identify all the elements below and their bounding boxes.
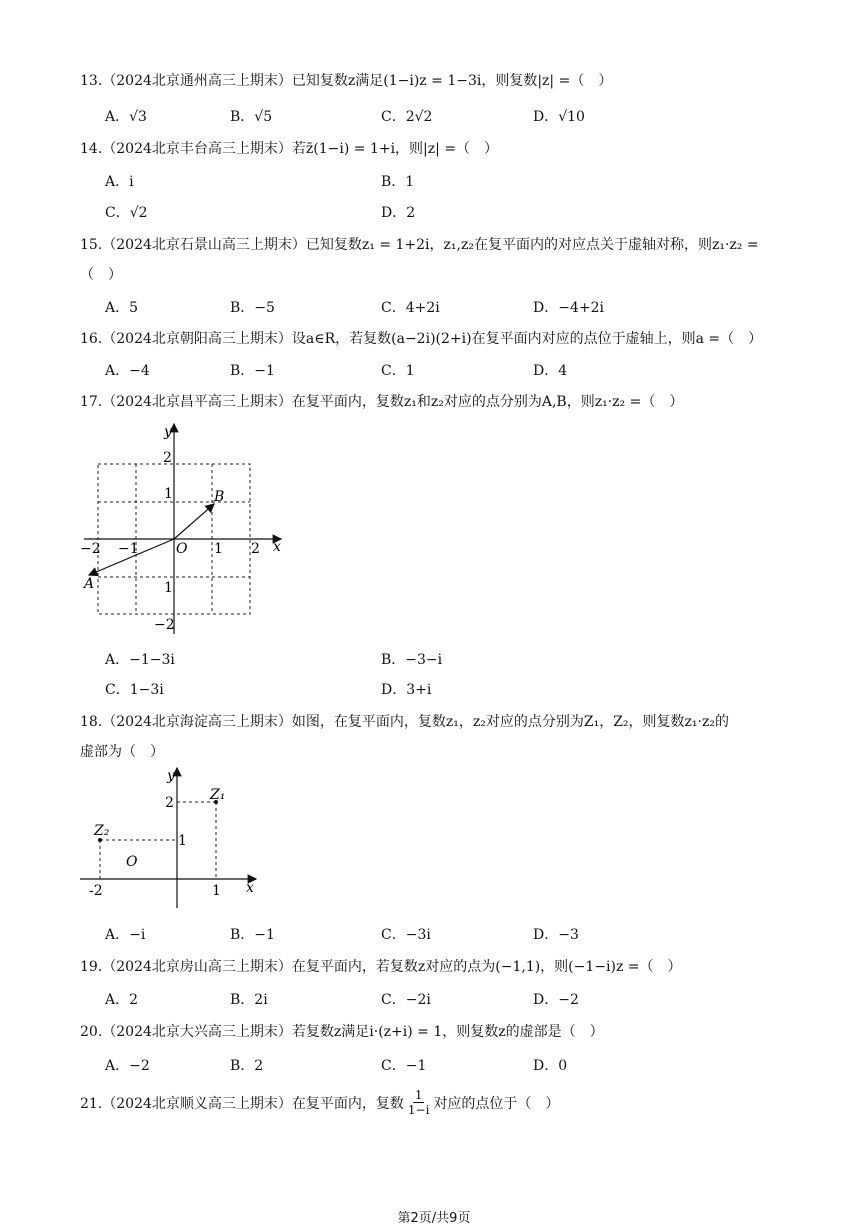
question-13-stem: 13.（2024北京通州高三上期末）已知复数z满足(1−i)z = 1−3i，则复数|z| =（ ） <box>80 73 613 89</box>
option-a: A．−1−3i <box>105 652 175 668</box>
option-c: C．2√2 <box>381 109 433 125</box>
option-d: D．2 <box>381 205 416 221</box>
option-d: D．−4+2i <box>533 300 604 316</box>
option-b: B．−5 <box>230 300 275 316</box>
option-d: D．−2 <box>533 992 579 1008</box>
option-b: B．1 <box>381 174 415 190</box>
figure-18-complex-plane <box>76 765 266 913</box>
option-b: B．√5 <box>230 109 273 125</box>
question-14-stem: 14.（2024北京丰台高三上期末）若z̄(1−i) = 1+i，则|z| =（ ） <box>80 141 499 157</box>
x-tick-label: 1 <box>214 541 223 557</box>
question-17-stem: 17.（2024北京昌平高三上期末）在复平面内，复数z₁和z₂对应的点分别为A,B，则z₁·z₂ =（ ） <box>80 394 684 410</box>
origin-label: O <box>126 854 138 870</box>
question-18-stem-cont: 虚部为（ ） <box>80 744 164 760</box>
point-z2-label: Z₂ <box>94 823 110 839</box>
option-b: B．2i <box>230 992 268 1008</box>
option-d: D．√10 <box>533 109 585 125</box>
option-a: A．√3 <box>105 109 147 125</box>
y-axis-label: y <box>164 424 172 440</box>
option-b: B．−1 <box>230 927 275 943</box>
fraction-numerator: 1 <box>414 1088 423 1102</box>
option-c: C．−1 <box>381 1058 427 1074</box>
page-footer: 第2页/共9页 <box>397 1211 471 1226</box>
option-c: C．1−3i <box>105 682 164 698</box>
option-c: C．1 <box>381 363 415 379</box>
y-tick-label: 1 <box>164 486 173 502</box>
option-b: B．−3−i <box>381 652 443 668</box>
option-a: A．5 <box>105 300 139 316</box>
option-b: B．2 <box>230 1058 264 1074</box>
question-16-stem: 16.（2024北京朝阳高三上期末）设a∈R，若复数(a−2i)(2+i)在复平面内对应的点位于虚轴上，则a =（ ） <box>80 331 763 347</box>
option-d: D．4 <box>533 363 568 379</box>
option-d: D．−3 <box>533 927 579 943</box>
option-c: C．−2i <box>381 992 431 1008</box>
y-tick-label: 1 <box>164 580 173 596</box>
y-tick-label: −2 <box>154 617 175 633</box>
y-tick-label: 2 <box>165 795 174 811</box>
y-tick-label: 1 <box>178 833 187 849</box>
point-z1-label: Z₁ <box>210 787 226 803</box>
option-a: A．−2 <box>105 1058 150 1074</box>
question-15-stem: 15.（2024北京石景山高三上期末）已知复数z₁ = 1+2i，z₁,z₂在复平面内的对应点关于虚轴对称，则z₁·z₂ = <box>80 237 759 253</box>
x-tick-label: 2 <box>251 541 260 557</box>
option-d: D．3+i <box>381 682 432 698</box>
question-21-stem-pre: 21.（2024北京顺义高三上期末）在复平面内，复数 <box>80 1095 404 1112</box>
question-18-stem: 18.（2024北京海淀高三上期末）如图，在复平面内，复数z₁，z₂对应的点分别为Z₁，Z₂，则复数z₁·z₂的 <box>80 714 729 730</box>
x-tick-label: −2 <box>80 541 101 557</box>
y-axis-label: y <box>167 768 175 784</box>
question-20-stem: 20.（2024北京大兴高三上期末）若复数z满足i·(z+i) = 1，则复数z的虚部是（ ） <box>80 1024 604 1040</box>
option-c: C．−3i <box>381 927 431 943</box>
option-b: B．−1 <box>230 363 275 379</box>
option-a: A．−4 <box>105 363 150 379</box>
x-tick-label: 1 <box>212 883 221 899</box>
guide-lines <box>100 802 216 879</box>
question-21-stem-post: 对应的点位于（ ） <box>433 1095 560 1112</box>
x-axis-label: x <box>246 880 254 896</box>
question-19-stem: 19.（2024北京房山高三上期末）在复平面内，若复数z对应的点为(−1,1)，则(−1−i)z =（ ） <box>80 959 682 975</box>
option-a: A．2 <box>105 992 139 1008</box>
point-b-label: B <box>214 489 225 505</box>
question-21-stem <box>80 1088 559 1117</box>
vector-ob <box>174 504 214 539</box>
x-tick-label: −1 <box>118 541 139 557</box>
option-c: C．√2 <box>105 205 148 221</box>
x-tick-label: -2 <box>89 883 103 899</box>
option-c: C．4+2i <box>381 300 440 316</box>
y-tick-label: 2 <box>163 450 172 466</box>
figure-17-complex-plane <box>76 420 286 640</box>
point-a-label: A <box>84 576 95 592</box>
fraction-denominator: 1−i <box>407 1103 430 1117</box>
question-15-stem-cont: （ ） <box>80 267 122 283</box>
option-a: A．i <box>105 174 134 190</box>
x-axis-label: x <box>273 539 281 555</box>
option-d: D．0 <box>533 1058 568 1074</box>
origin-label: O <box>176 541 188 557</box>
option-a: A．−i <box>105 927 146 943</box>
fraction <box>406 1088 432 1117</box>
